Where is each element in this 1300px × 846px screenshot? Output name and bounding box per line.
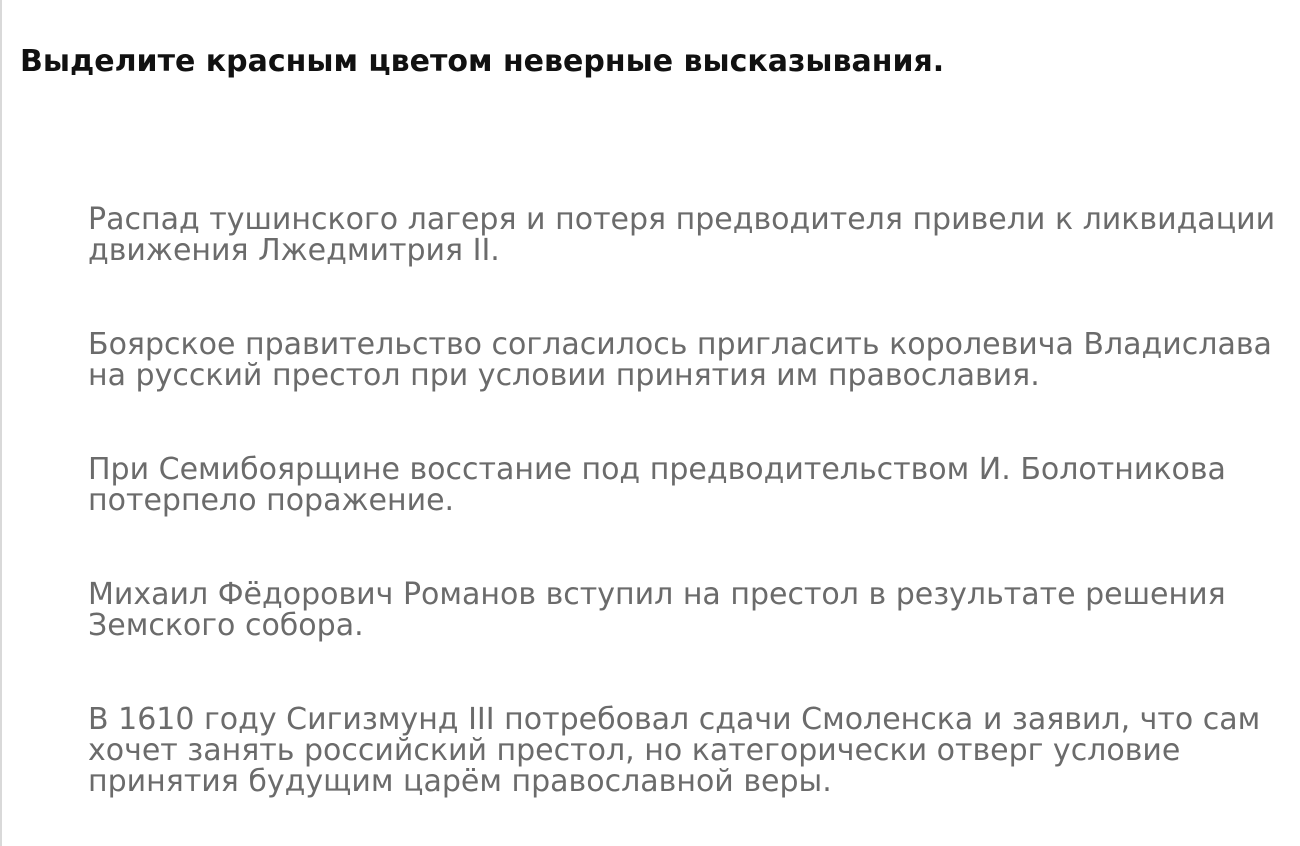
statement-item[interactable]: Распад тушинского лагеря и потеря предводителя привели к ликвидации движения Лжедмитрия II. [88, 202, 1276, 268]
statement-item[interactable]: Михаил Фёдорович Романов вступил на престол в результате решения Земского собора. [88, 577, 1226, 643]
statement-item[interactable]: В 1610 году Сигизмунд III потребовал сдачи Смоленска и заявил, что сам хочет занять российский престол, но категорически отверг условие принятия будущим царём православной веры. [88, 702, 1261, 799]
statement-item[interactable]: При Семибоярщине восстание под предводительством И. Болотникова потерпело поражение. [88, 452, 1226, 518]
statement-item[interactable]: Боярское правительство согласилось пригласить королевича Владислава на русский престол при условии принятия им православия. [88, 327, 1272, 393]
left-border [0, 0, 2, 846]
task-title: Выделите красным цветом неверные высказывания. [20, 44, 945, 79]
statement-list [88, 204, 1278, 797]
